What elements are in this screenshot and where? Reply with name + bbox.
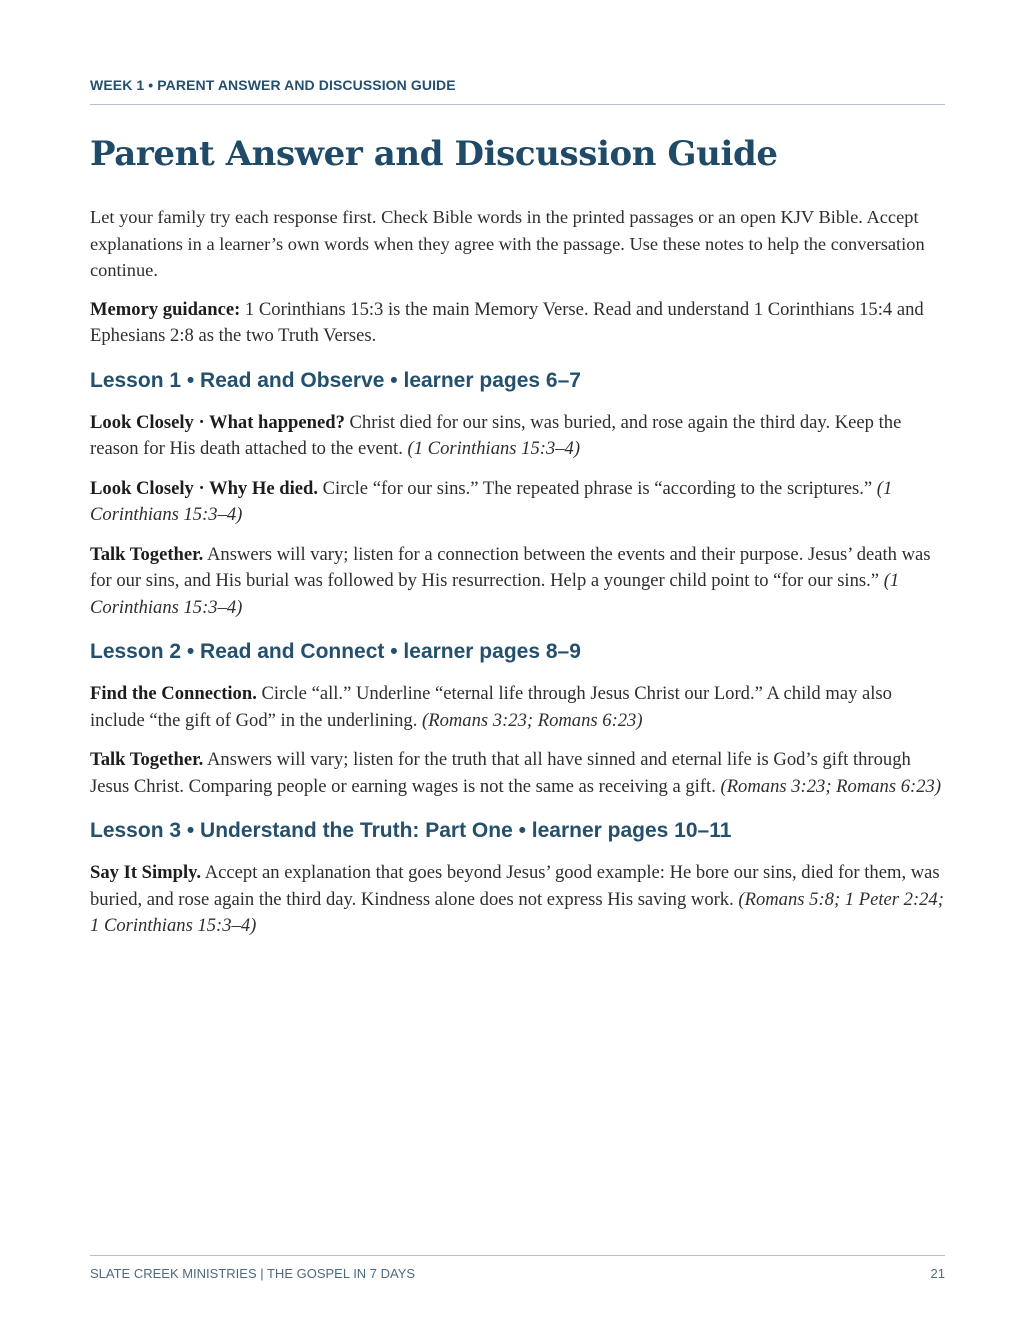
answer-text: Accept an explanation that goes beyond Jesus’ good example: He bore our sins, died for them, was buried, and rose again the third day. Kindness alone does not express His saving work. — [90, 862, 940, 910]
page-content — [90, 126, 946, 956]
lesson-2-heading: Lesson 2 • Read and Connect • learner pages 8–9 — [90, 640, 581, 663]
scripture-reference: (1 Corinthians 15:3–4) — [407, 438, 581, 459]
lesson-3-section — [90, 816, 946, 940]
footer-divider — [90, 1255, 945, 1256]
running-header: WEEK 1 • PARENT ANSWER AND DISCUSSION GUIDE — [90, 77, 456, 93]
answer-lead: Say It Simply. — [90, 862, 202, 883]
answer-lead: Look Closely · Why He died. — [90, 477, 318, 499]
scripture-reference: (Romans 3:23; Romans 6:23) — [422, 709, 643, 731]
memory-guidance-lead: Memory guidance: — [90, 298, 241, 320]
scripture-reference: (Romans 5:8; 1 Peter 2:24; 1 Corinthians 15:3–4) — [90, 888, 944, 936]
answer-text: Answers will vary; listen for a connection between the events and their purpose. Jesus’ death was for our sins, and His burial was followed by His resurrection. Help a younger child point to “for our sins.” — [90, 543, 931, 591]
memory-guidance-text: 1 Corinthians 15:3 is the main Memory Verse. Read and understand 1 Corinthians 15:4 and Ephesians 2:8 as the two Truth Verses. — [90, 298, 924, 346]
answer-lead: Talk Together. — [90, 749, 204, 770]
answer-item — [90, 542, 946, 622]
scripture-reference: (1 Corinthians 15:3–4) — [90, 477, 893, 525]
answer-item — [90, 747, 946, 800]
answer-lead: Find the Connection. — [90, 683, 257, 704]
lesson-2-section — [90, 637, 946, 800]
page-title: Parent Answer and Discussion Guide — [90, 134, 778, 174]
answer-text: Circle “for our sins.” The repeated phrase is “according to the scriptures.” — [317, 477, 877, 499]
answer-item — [90, 410, 946, 463]
answer-lead: Look Closely · What happened? — [90, 411, 345, 433]
answer-text: Answers will vary; listen for the truth that all have sinned and eternal life is God’s gift through Jesus Christ. Comparing people or earning wages is not the same as receiving a gift. — [90, 749, 911, 797]
answer-lead: Talk Together. — [90, 543, 204, 565]
lesson-3-heading: Lesson 3 • Understand the Truth: Part One • learner pages 10–11 — [90, 819, 732, 842]
memory-guidance — [90, 297, 946, 350]
page-number: 21 — [930, 1266, 945, 1281]
intro-paragraph: Let your family try each response first. Check Bible words in the printed passages or an open KJV Bible. Accept explanations in a learner’s own words when they agree with the passage. Use these notes to help the conversation continue. — [90, 207, 925, 280]
answer-item — [90, 860, 946, 940]
lesson-1-heading: Lesson 1 • Read and Observe • learner pages 6–7 — [90, 368, 581, 392]
scripture-reference: (1 Corinthians 15:3–4) — [90, 570, 900, 618]
answer-item — [90, 476, 946, 529]
answer-text: Christ died for our sins, was buried, and rose again the third day. Keep the reason for His death attached to the event. — [90, 411, 902, 459]
header-divider — [90, 104, 945, 105]
answer-item — [90, 681, 946, 734]
answer-text: Circle “all.” Underline “eternal life through Jesus Christ our Lord.” A child may also include “the gift of God” in the underlining. — [90, 683, 892, 731]
footer-publisher: SLATE CREEK MINISTRIES | THE GOSPEL IN 7 DAYS — [90, 1266, 416, 1281]
lesson-1-section — [90, 366, 946, 622]
scripture-reference: (Romans 3:23; Romans 6:23) — [720, 775, 942, 797]
